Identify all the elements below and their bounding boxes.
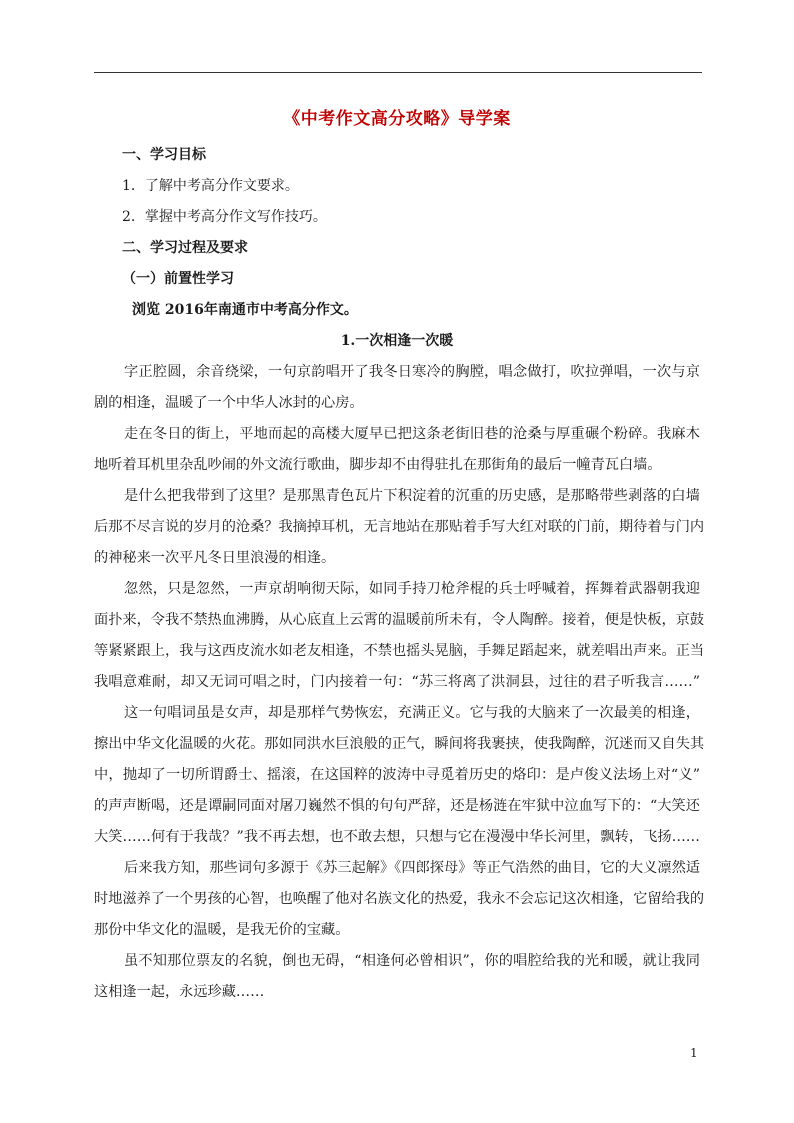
page-number: 1 [690,1046,698,1060]
section-heading-goals: 一、学习目标 [122,147,206,163]
essay-line: 的神秘来一次平凡冬日里浪漫的相逢。 [94,550,336,566]
essay-line: 虽不知那位票友的名貌，倒也无碍，“相逢何必曾相识”，你的唱腔给我的光和暖，就让我同 [124,953,700,969]
essay-line: 走在冬日的街上，平地而起的高楼大厦早已把这条老街旧巷的沧桑与厚重碾个粉碎。我麻木 [124,426,700,442]
page-title: 《中考作文高分攻略》导学案 [283,109,511,129]
essay-line: 擦出中华文化温暖的火花。那如同洪水巨浪般的正气，瞬间将我裹挟，使我陶醉，沉迷而又自失其 [94,736,705,752]
essay-line: 后那不尽言说的岁月的沧桑？我摘掉耳机，无言地站在那贴着手写大红对联的门前，期待着与门内 [94,519,705,535]
essay-line: 这一句唱词虽是女声，却是那样气势恢宏，充满正义。它与我的大脑来了一次最美的相逢， [124,705,700,721]
essay-line: 大笑……何有于我哉？”我不再去想，也不敢去想，只想与它在漫漫中华长河里，飘转，飞扬…… [94,829,700,845]
header-rule [94,72,702,73]
essay-line: 那份中华文化的温暖，是我无价的宝藏。 [94,922,350,938]
essay-line: 面扑来，令我不禁热血沸腾，从心底直上云霄的温暖前所未有，令人陶醉。接着，便是快板，京鼓 [94,612,705,628]
essay-line: 是什么把我带到了这里？是那黑青色瓦片下积淀着的沉重的历史感，是那略带些剥落的白墙 [124,488,700,504]
instruction-text: 浏览 2016年南通市中考高分作文。 [132,302,358,318]
subsection-heading-preview: （一）前置性学习 [122,271,234,287]
essay-title: 1.一次相逢一次暖 [340,333,454,349]
essay-line: 剧的相逢，温暖了一个中华人冰封的心房。 [94,395,364,411]
essay-line: 地听着耳机里杂乱吵闹的外文流行歌曲，脚步却不由得驻扎在那街角的最后一幢青瓦白墙。 [94,457,662,473]
essay-line: 等紧紧跟上，我与这西皮流水如老友相逢，不禁也摇头晃脑，手舞足蹈起来，就差唱出声来。正当 [94,643,705,659]
essay-line: 中，抛却了一切所谓爵士、摇滚，在这国粹的波涛中寻觅着历史的烙印：是卢俊义法场上对“义” [94,767,700,783]
essay-line: 忽然，只是忽然，一声京胡响彻天际，如同手持刀枪斧棍的兵士呼喊着，挥舞着武器朝我迎 [124,581,700,597]
essay-line: 字正腔圆，余音绕梁，一句京韵唱开了我冬日寒冷的胸膛，唱念做打，吹拉弹唱，一次与京 [124,364,700,380]
essay-line: 时地滋养了一个男孩的心智，也唤醒了他对名族文化的热爱，我永不会忘记这次相逢，它留给我的 [94,891,705,907]
section-heading-process: 二、学习过程及要求 [122,240,248,256]
essay-line: 后来我方知，那些词句多源于《苏三起解》《四郎探母》等正气浩然的曲目，它的大义凛然适 [124,860,700,876]
essay-line: 的声声断喝，还是谭嗣同面对屠刀巍然不惧的句句严辞，还是杨涟在牢狱中泣血写下的：“大笑还 [94,798,700,814]
essay-line: 我唱意难耐，却又无词可唱之时，门内接着一句：“苏三将离了洪洞县，过往的君子听我言……” [94,674,700,690]
essay-line: 这相逢一起，永远珍藏…… [94,984,265,1000]
goal-item-2: 2．掌握中考高分作文写作技巧。 [122,209,327,225]
goal-item-1: 1．了解中考高分作文要求。 [122,178,299,194]
